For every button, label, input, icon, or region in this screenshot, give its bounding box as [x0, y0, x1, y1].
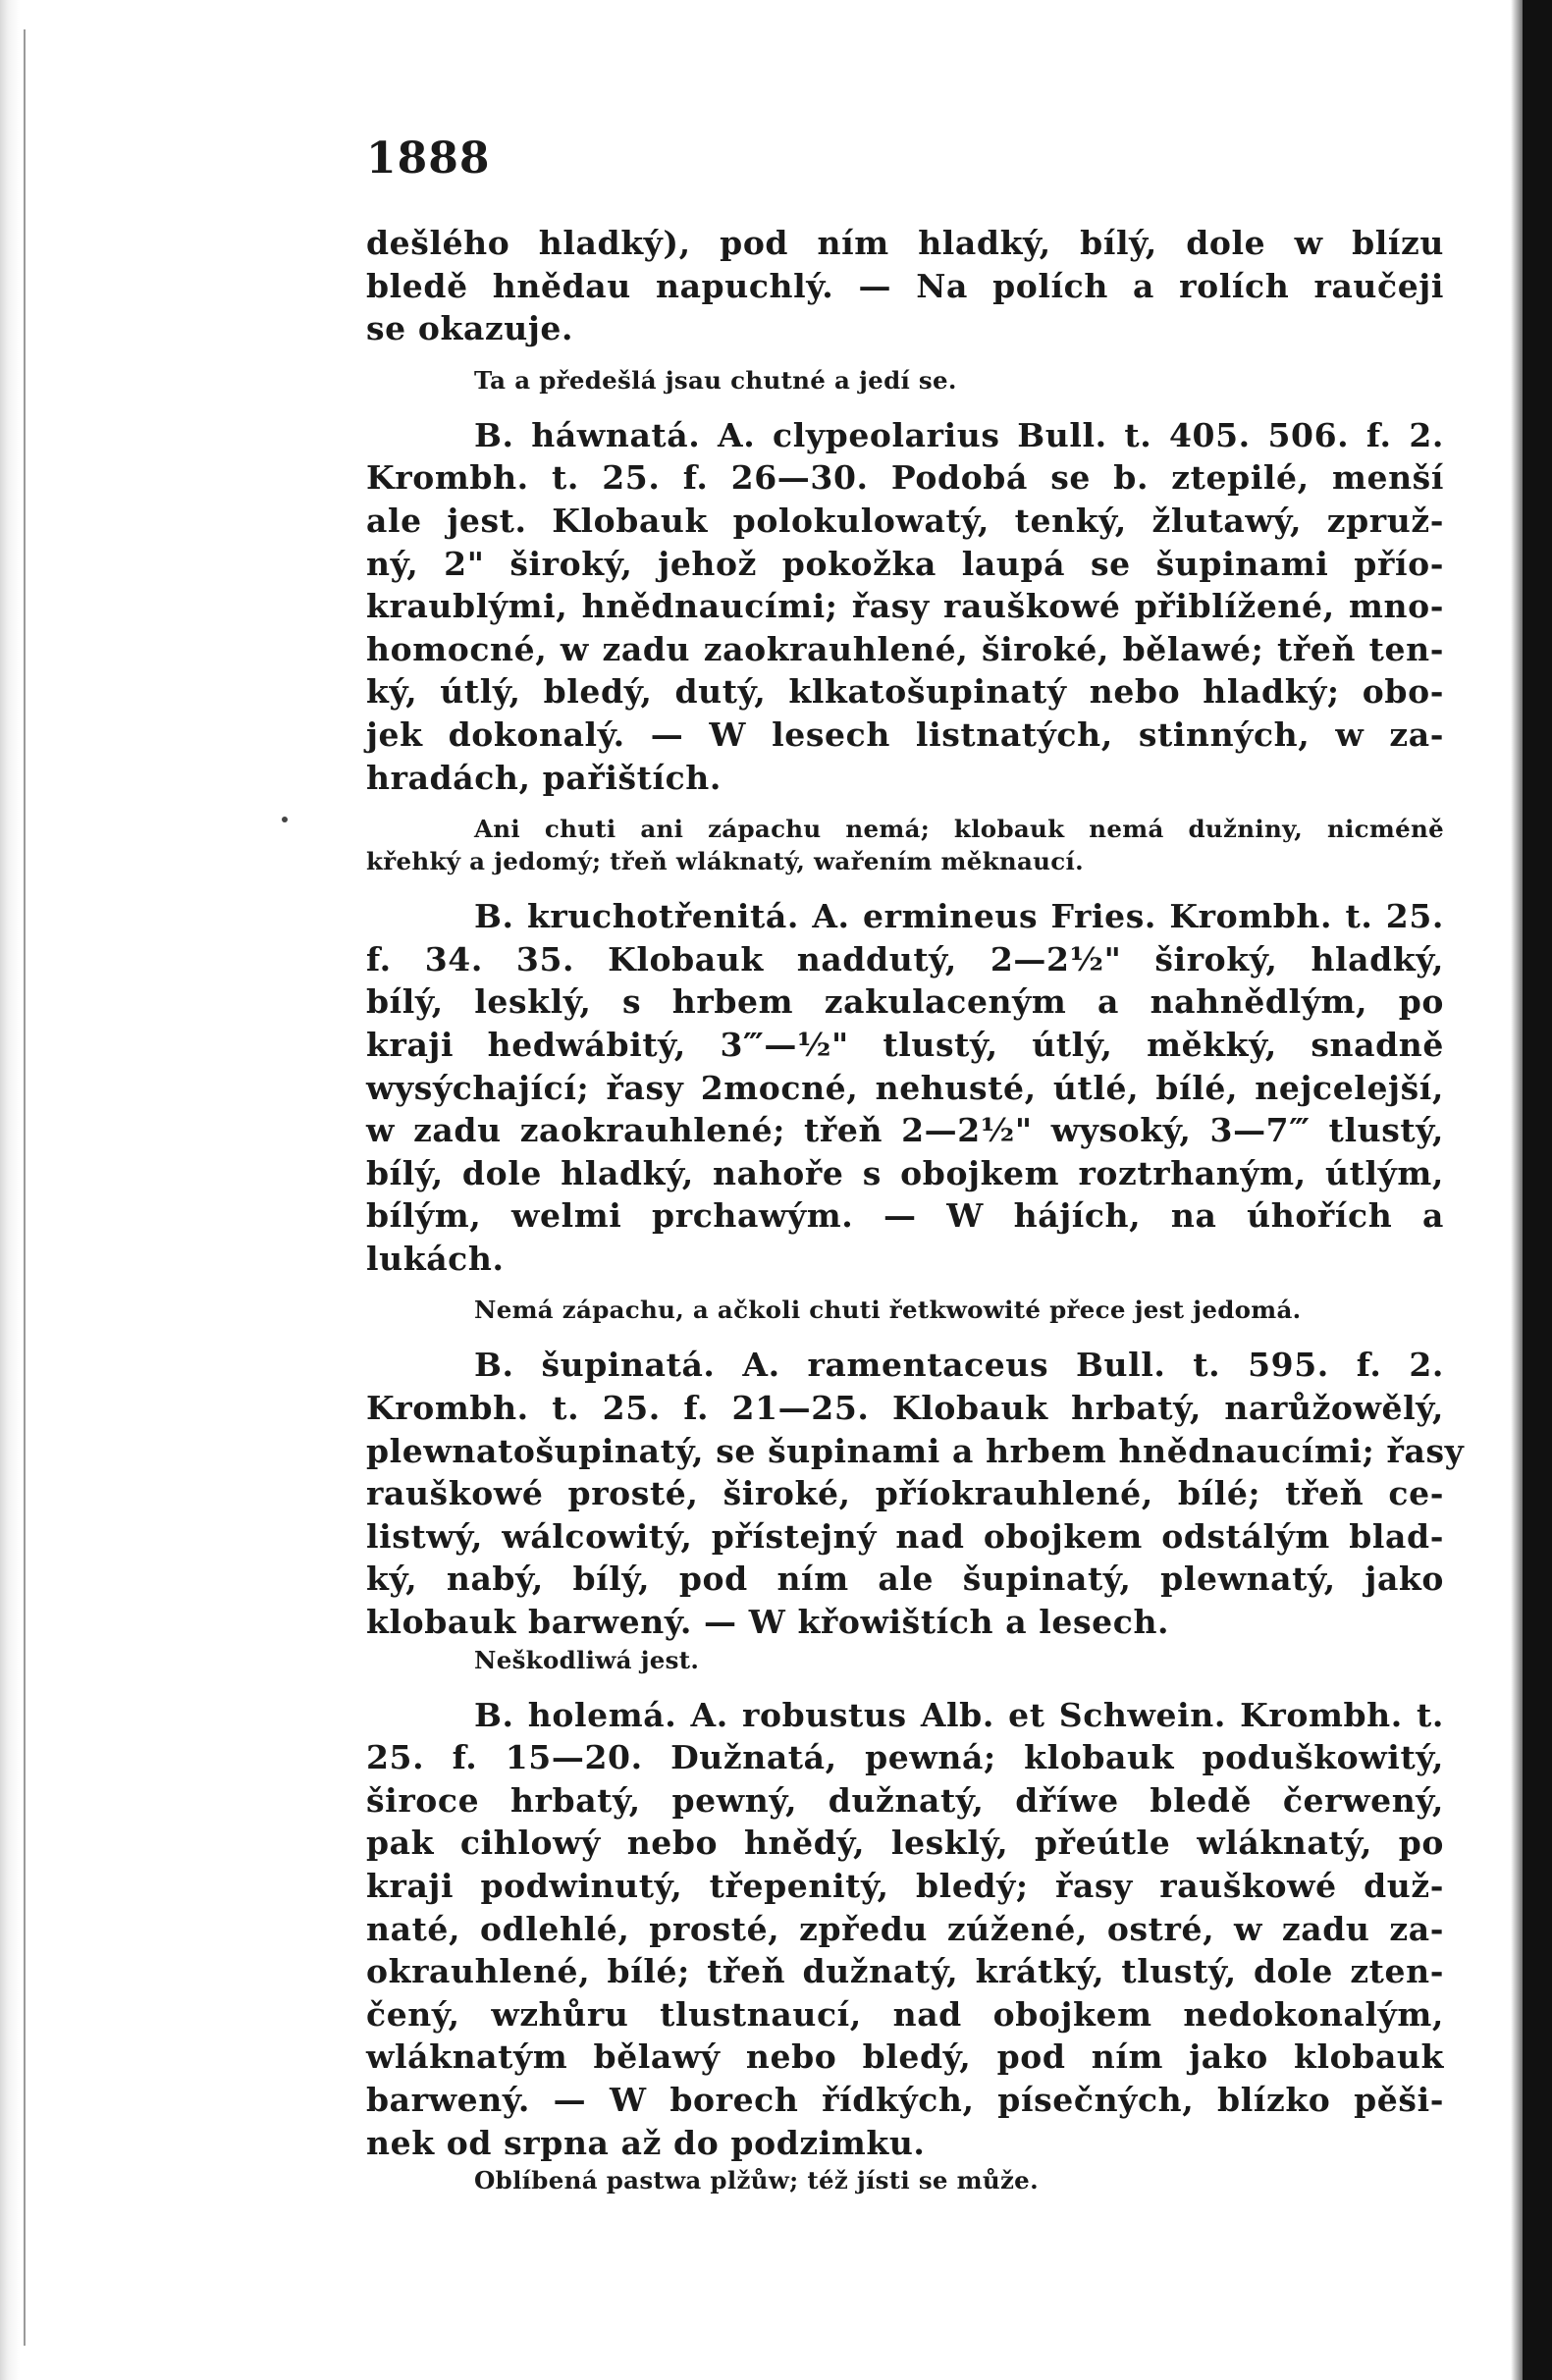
text-line: Krombh. t. 25. f. 26—30. Podobá se b. ztepilé, menší: [366, 458, 1444, 498]
ink-speck: [282, 817, 288, 822]
note-line: Oblíbená pastwa plžůw; též jísti se může.: [474, 2166, 1039, 2195]
text-line: bílý, lesklý, s hrbem zakulaceným a nahnědlým, po: [366, 982, 1444, 1022]
text-line: široce hrbatý, pewný, dužnatý, dříwe bledě čerwený,: [366, 1780, 1444, 1820]
text-line: ký, nabý, bílý, pod ním ale šupinatý, plewnatý, jako: [366, 1560, 1444, 1599]
note-line: Neškodliwá jest.: [474, 1645, 700, 1674]
text-line: čený, wzhůru tlustnaucí, nad obojkem nedokonalým,: [366, 1994, 1444, 2034]
text-line: homocné, w zadu zaokrauhlené, široké, bělawé; třeň ten-: [366, 629, 1444, 668]
species-heading: B. kruchotřenitá. A. ermineus Fries. Krombh. t. 25.: [474, 897, 1444, 936]
text-line: kraji hedwábitý, 3‴—½" tlustý, útlý, měkký, snadně: [366, 1025, 1444, 1064]
text-line: bílý, dole hladký, nahoře s obojkem roztrhaným, útlým,: [366, 1153, 1444, 1192]
text-line: nek od srpna až do podzimku.: [366, 2123, 926, 2162]
text-line: se okazuje.: [366, 309, 574, 348]
note-line: Ta a předešlá jsau chutné a jedí se.: [474, 365, 957, 395]
text-line: kraji podwinutý, třepenitý, bledý; řasy rauškowé duž-: [366, 1867, 1444, 1905]
text-line: ný, 2" široký, jehož pokožka laupá se šupinami přío-: [366, 544, 1444, 583]
text-line: naté, odlehlé, prosté, zpředu zúžené, ostré, w zadu za-: [366, 1909, 1444, 1948]
species-heading: B. háwnatá. A. clypeolarius Bull. t. 405. 506. f. 2.: [474, 415, 1444, 454]
text-line: hradách, pařištích.: [366, 758, 722, 797]
page-left-edge: [0, 0, 33, 2380]
text-line: okrauhlené, bílé; třeň dužnatý, krátký, tlustý, dole zten-: [366, 1952, 1444, 1991]
note-line: Ani chuti ani zápachu nemá; klobauk nemá dužniny, nicméně: [474, 815, 1444, 844]
text-line: 25. f. 15—20. Dužnatá, pewná; klobauk poduškowitý,: [366, 1738, 1444, 1777]
text-column: [366, 222, 1465, 2196]
text-line: ale jest. Klobauk polokulowatý, tenký, žlutawý, zpruž-: [366, 501, 1444, 540]
page-number: 1888: [366, 133, 491, 184]
text-line: listwý, wálcowitý, přístejný nad obojkem odstálým blad-: [366, 1516, 1444, 1556]
text-line: klobauk barwený. — W křowištích a lesech.: [366, 1603, 1170, 1642]
scan-border: [1523, 0, 1552, 2380]
text-line: kraublými, hnědnaucími; řasy rauškowé přiblížené, mno-: [366, 587, 1444, 626]
text-line: wysýchající; řasy 2mocné, nehusté, útlé, bílé, nejcelejší,: [366, 1068, 1444, 1107]
species-heading: B. holemá. A. robustus Alb. et Schwein. Krombh. t.: [474, 1695, 1444, 1734]
text-line: bledě hnědau napuchlý. — Na polích a rolích raučeji: [366, 266, 1444, 305]
note-line: křehký a jedomý; třeň wláknatý, wařením měknaucí.: [366, 847, 1084, 876]
text-line: jek dokonalý. — W lesech listnatých, stinných, w za-: [366, 714, 1444, 754]
text-line: barwený. — W borech řídkých, písečných, blízko pěši-: [366, 2080, 1444, 2119]
text-line: ký, útlý, bledý, dutý, klkatošupinatý nebo hladký; obo-: [366, 672, 1444, 712]
text-line: w zadu zaokrauhlené; třeň 2—2½" wysoký, 3—7‴ tlustý,: [366, 1111, 1444, 1150]
text-line: rauškowé prosté, široké, příokrauhlené, bílé; třeň ce-: [366, 1474, 1444, 1513]
binding-line: [24, 29, 26, 2346]
text-line: plewnatošupinatý, se šupinami a hrbem hnědnaucími; řasy: [366, 1431, 1465, 1470]
text-line: Krombh. t. 25. f. 21—25. Klobauk hrbatý, narůžowělý,: [366, 1389, 1444, 1428]
page-right-shadow: [1511, 0, 1523, 2380]
text-line: lukách.: [366, 1239, 505, 1278]
species-heading: B. šupinatá. A. ramentaceus Bull. t. 595. f. 2.: [474, 1346, 1444, 1385]
note-line: Nemá zápachu, a ačkoli chuti řetkwowité přece jest jedomá.: [474, 1296, 1302, 1325]
text-line: dešlého hladký), pod ním hladký, bílý, dole w blízu: [366, 224, 1444, 262]
text-line: f. 34. 35. Klobauk naddutý, 2—2½" široký, hladký,: [366, 939, 1444, 978]
text-line: pak cihlowý nebo hnědý, lesklý, přeútle wláknatý, po: [366, 1824, 1444, 1863]
text-line: bílým, welmi prchawým. — W hájích, na úhořích a: [366, 1196, 1444, 1236]
text-line: wláknatým bělawý nebo bledý, pod ním jako klobauk: [366, 2037, 1444, 2077]
